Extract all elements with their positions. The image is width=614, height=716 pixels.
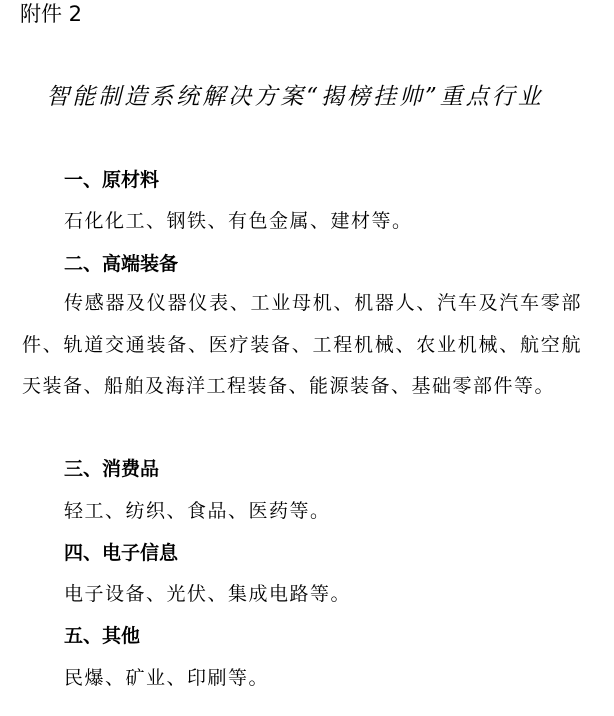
document-title: 智能制造系统解决方案“揭榜挂帅”重点行业 [46,84,544,110]
section-heading-raw-materials: 一、原材料 [64,169,160,191]
section-body-consumer-goods: 轻工、纺织、食品、医药等。 [64,500,331,522]
section-heading-high-end-equipment: 二、高端装备 [64,253,179,275]
section-heading-other: 五、其他 [64,625,141,647]
section-body-electronics: 电子设备、光伏、集成电路等。 [64,583,352,605]
section-heading-electronics: 四、电子信息 [64,542,179,564]
section-heading-consumer-goods: 三、消费品 [64,458,160,480]
section-body-other: 民爆、矿业、印刷等。 [64,667,270,689]
attachment-label: 附件 2 [20,2,83,26]
section-body-raw-materials: 石化化工、钢铁、有色金属、建材等。 [64,210,413,232]
section-body-high-end-equipment: 传感器及仪器仪表、工业母机、机器人、汽车及汽车零部件、轨道交通装备、医疗装备、工程机械、农业机械、航空航天装备、船舶及海洋工程装备、能源装备、基础零部件等。 [22,292,582,397]
